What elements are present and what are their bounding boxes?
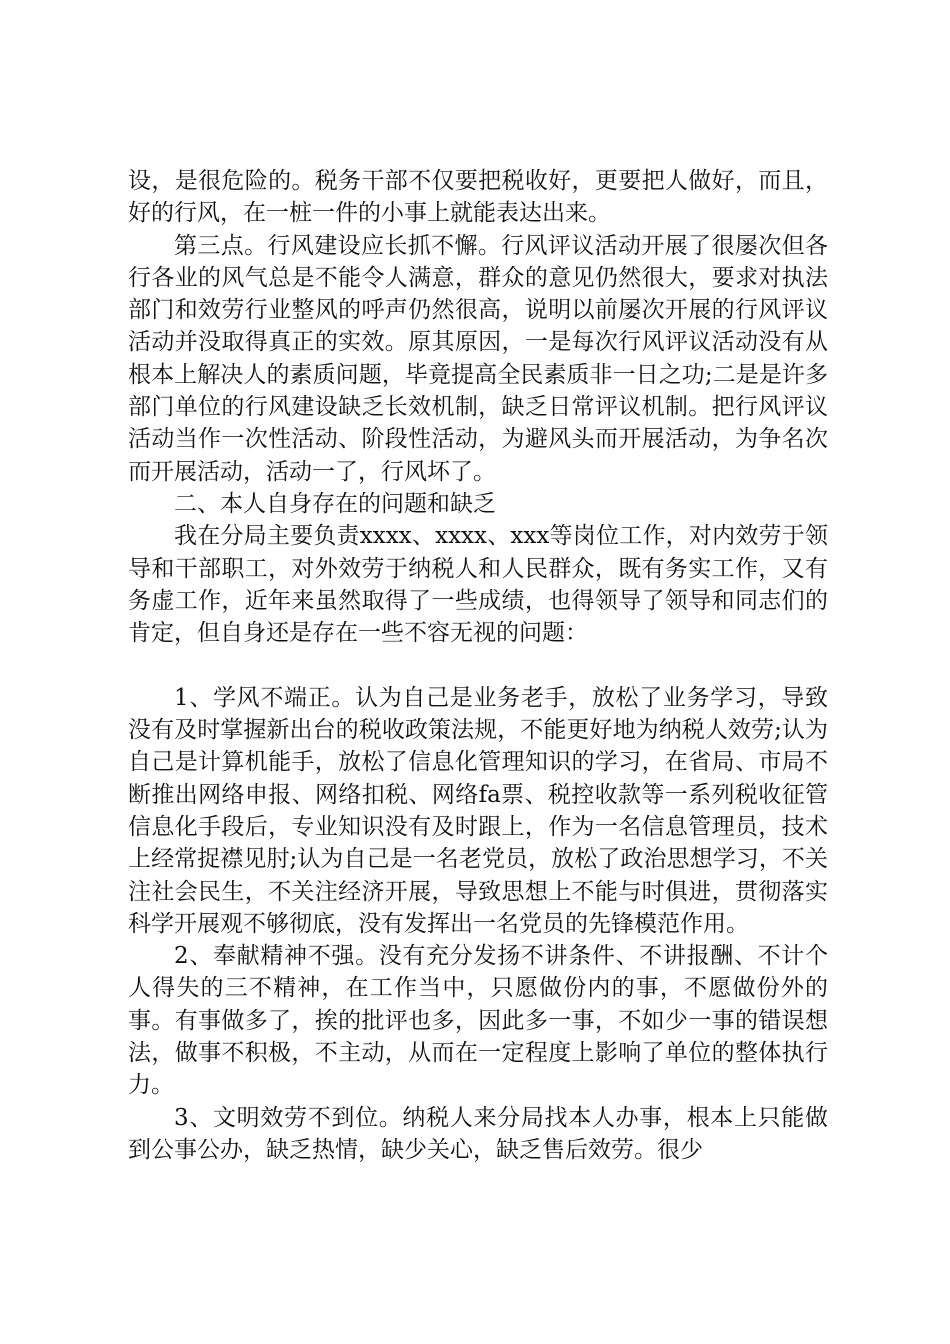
paragraph-item-2: 2、奉献精神不强。没有充分发扬不讲条件、不讲报酬、不计个人得失的三不精神，在工作当中，只愿做份内的事，不愿做份外的事。有事做多了，挨的批评也多，因此多一事，不如少一事的错误想法，做事不积极，不主动，从而在一定程度上影响了单位的整体执行力。: [128, 943, 828, 1099]
paragraph-continuation: 设，是很危险的。税务干部不仅要把税收好，更要把人做好，而且，好的行风，在一桩一件的小事上就能表达出来。: [128, 168, 828, 227]
blank-line: [128, 649, 828, 681]
paragraph-intro: 我在分局主要负责xxxx、xxxx、xxx等岗位工作，对内效劳于领导和干部职工，对外效劳于纳税人和人民群众，既有务实工作，又有务虚工作，近年来虽然取得了一些成绩，也得领导了领导和同志们的肯定，但自身还是存在一些不容无视的问题：: [128, 523, 828, 647]
section-heading-two: 二、本人自身存在的问题和缺乏: [174, 490, 496, 517]
paragraph-item-1: 1、学风不端正。认为自己是业务老手，放松了业务学习，导致没有及时掌握新出台的税收政策法规，不能更好地为纳税人效劳;认为自己是计算机能手，放松了信息化管理知识的学习，在省局、市局不断推出网络申报、网络扣税、网络fa票、税控收款等一系列税收征管信息化手段后，专业知识没有及时跟上，作为一名信息管理员，技术上经常捉襟见肘;认为自己是一名老党员，放松了政治思想学习，不关注社会民生，不关注经济开展，导致思想上不能与时俱进，贯彻落实科学开展观不够彻底，没有发挥出一名党员的先锋模范作用。: [128, 684, 828, 937]
paragraph-item-3: 3、文明效劳不到位。纳税人来分局找本人办事，根本上只能做到公事公办，缺乏热情，缺少关心，缺乏售后效劳。很少: [128, 1104, 828, 1163]
paragraph-point-three: 第三点。行风建设应长抓不懈。行风评议活动开展了很屡次但各行各业的风气总是不能令人满意，群众的意见仍然很大，要求对执法部门和效劳行业整风的呼声仍然很高，说明以前屡次开展的行风评议活动并没取得真正的实效。原其原因，一是每次行风评议活动没有从根本上解决人的素质问题，毕竟提高全民素质非一日之功;二是是许多部门单位的行风建设缺乏长效机制，缺乏日常评议机制。把行风评议活动当作一次性活动、阶段性活动，为避风头而开展活动，为争名次而开展活动，活动一了，行风坏了。: [128, 232, 828, 485]
document-page: [128, 165, 828, 1166]
